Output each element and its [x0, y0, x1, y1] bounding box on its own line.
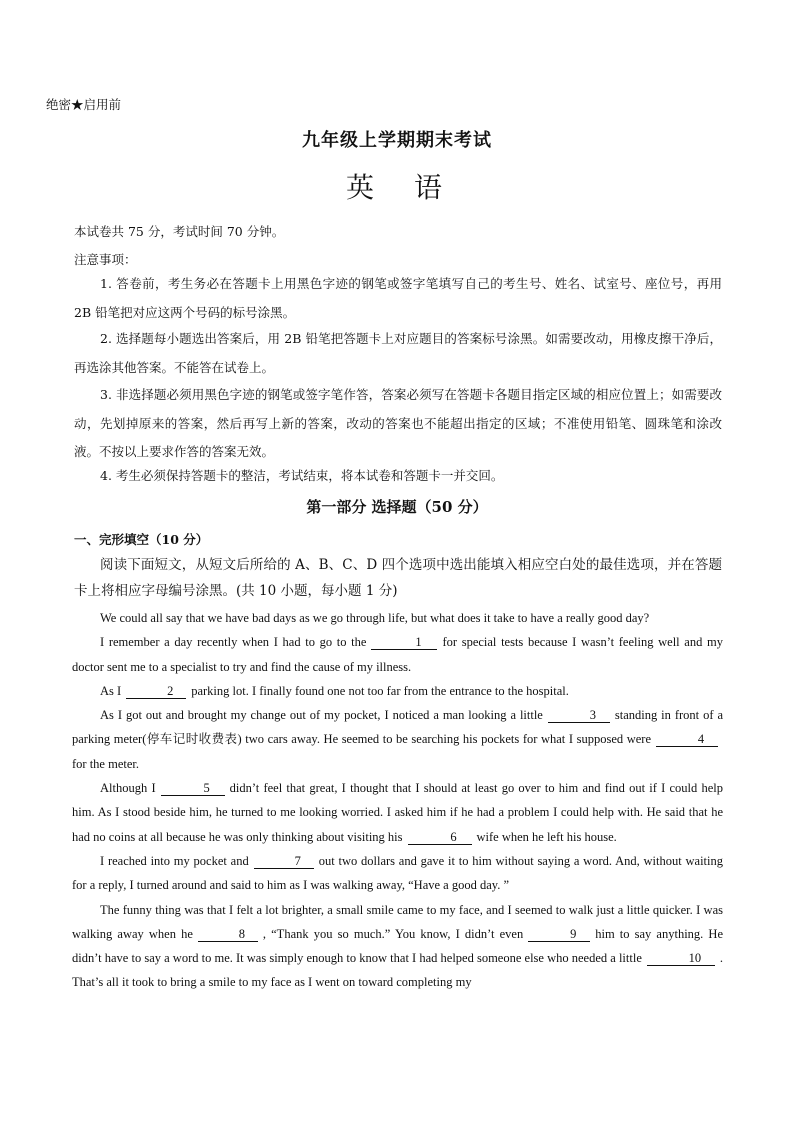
note-item: 1. 答卷前，考生务必在答题卡上用黑色字迹的钢笔或签字笔填写自己的考生号、姓名、试室号、座位号，再用 2B 铅笔把对应这两个号码的标号涂黑。 [74, 276, 722, 320]
exam-summary: 本试卷共 75 分，考试时间 70 分钟。 [74, 224, 285, 239]
confidential-mark: 绝密★启用前 [46, 97, 122, 112]
subject-title: 英 语 [345, 171, 448, 204]
paragraph: I reached into my pocket and 7 out two dollars and gave it to him without saying a word. And, without waiting for a reply, I turned around and said to him as I was walking away, “Have a good day. ” [72, 853, 723, 893]
paragraph: We could all say that we have bad days as we go through life, but what does it take to have a really good day? [100, 611, 650, 625]
blank-7: 7 [254, 854, 314, 869]
section-title: 第一部分 选择题（50 分） [306, 498, 488, 516]
paragraph: As I got out and brought my change out of my pocket, I noticed a man looking a little 3 standing in front of a parking meter(停车记时收费表) two cars away. He seemed to be searching his pockets for what I supposed were 4for the meter. [72, 708, 723, 771]
note-item: 3. 非选择题必须用黑色字迹的钢笔或签字笔作答，答案必须写在答题卡各题目指定区域的相应位置上；如需要改动，先划掉原来的答案，然后再写上新的答案，改动的答案也不能超出指定的区域；不准使用铅笔、圆珠笔和涂改液。不按以上要求作答的答案无效。 [74, 387, 722, 459]
note-item: 2. 选择题每小题选出答案后，用 2B 铅笔把答题卡上对应题目的答案标号涂黑。如需要改动，用橡皮擦干净后，再选涂其他答案。不能答在试卷上。 [74, 331, 722, 375]
cloze-passage [72, 606, 723, 995]
blank-10: 10 [647, 951, 715, 966]
blank-8: 8 [198, 927, 258, 942]
blank-5: 5 [161, 781, 225, 796]
blank-3: 3 [548, 708, 610, 723]
paragraph: I remember a day recently when I had to go to the 1 for special tests because I wasn’t feeling well and my doctor sent me to a specialist to try and find the cause of my illness. [72, 635, 723, 674]
note-item: 4. 考生必须保持答题卡的整洁，考试结束，将本试卷和答题卡一并交回。 [100, 468, 504, 483]
blank-6: 6 [408, 830, 472, 845]
directions: 阅读下面短文，从短文后所给的 A、B、C、D 四个选项中选出能填入相应空白处的最佳选项，并在答题卡上将相应字母编号涂黑。(共 10 小题，每小题 1 分) [74, 557, 722, 599]
paragraph: Although I 5 didn’t feel that great, I thought that I should at least go over to him and find out if I could help him. As I stood beside him, he turned to me looking worried. I asked him if he had a problem I could help with. He said that he had no coins at all because he was only thinking about visiting his 6 wife when he left his house. [72, 781, 723, 844]
blank-4: 4 [656, 732, 718, 747]
blank-9: 9 [528, 927, 590, 942]
notes-heading: 注意事项： [74, 252, 137, 267]
exam-title: 九年级上学期期末考试 [302, 130, 492, 151]
blank-2: 2 [126, 684, 186, 699]
part-title: 一、完形填空（10 分） [74, 532, 209, 547]
paragraph: The funny thing was that I felt a lot brighter, a small smile came to my face, and I seemed to walk just a little quicker. I was walking away when he 8 , “Thank you so much.” You know, I didn’t even 9 him to say anything. He didn’t have to say a word to me. It was simply enough to know that I had helped someone else who needed a little 10 . That’s all it took to bring a smile to my face as I went on toward completing my [72, 902, 723, 990]
blank-1: 1 [371, 635, 437, 650]
paragraph: As I 2 parking lot. I finally found one not too far from the entrance to the hospital. [100, 683, 569, 698]
